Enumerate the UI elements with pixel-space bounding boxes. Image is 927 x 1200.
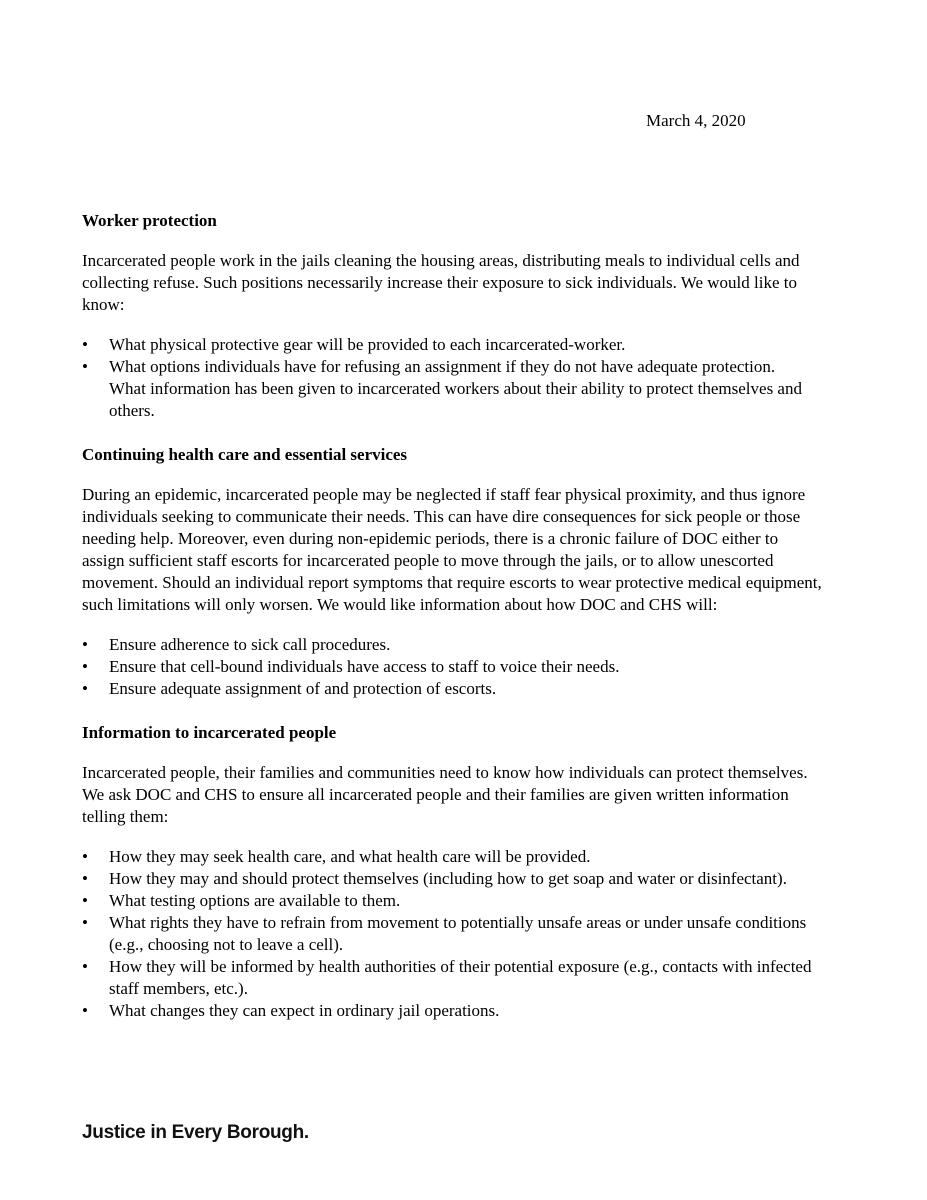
list-item: [82, 656, 822, 678]
bullet-icon: •: [82, 657, 88, 676]
list-item-text: Ensure that cell-bound individuals have access to staff to voice their needs.: [109, 657, 620, 676]
letter-date: March 4, 2020: [646, 111, 746, 130]
list-item: [82, 868, 822, 890]
bullet-list: [82, 334, 822, 422]
bullet-icon: •: [82, 679, 88, 698]
list-item: [82, 634, 822, 656]
list-item-text: What physical protective gear will be provided to each incarcerated-worker.: [109, 335, 626, 354]
document-body: [82, 210, 822, 1022]
section-information-to-incarcerated: [82, 722, 822, 1022]
list-item: [82, 356, 822, 378]
section-continuing-health-care: [82, 444, 822, 700]
section-paragraph: During an epidemic, incarcerated people may be neglected if staff fear physical proximity, and thus ignore individuals seeking to communicate their needs. This can have dire consequences for sick people or those needing help. Moreover, even during non-epidemic periods, there is a chronic failure of DOC either to assign sufficient staff escorts for incarcerated people to move through the jails, or to allow unescorted movement. Should an individual report symptoms that require escorts to wear protective medical equipment, such limitations will only worsen. We would like information about how DOC and CHS will:: [82, 485, 822, 614]
section-heading: Continuing health care and essential services: [82, 445, 408, 464]
list-item: [82, 1000, 822, 1022]
list-item-text: What information has been given to incarcerated workers about their ability to protect themselves and others.: [109, 379, 802, 420]
list-item-text: How they will be informed by health authorities of their potential exposure (e.g., contacts with infected staff members, etc.).: [109, 957, 812, 998]
bullet-icon: •: [82, 335, 88, 354]
list-item-text: What testing options are available to them.: [109, 891, 401, 910]
list-item-text: What options individuals have for refusing an assignment if they do not have adequate protection.: [109, 357, 776, 376]
section-worker-protection: [82, 210, 822, 422]
list-item: [82, 912, 822, 956]
bullet-icon: •: [82, 635, 88, 654]
list-item: [82, 334, 822, 356]
section-paragraph: Incarcerated people, their families and communities need to know how individuals can protect themselves. We ask DOC and CHS to ensure all incarcerated people and their families are given written information telling them:: [82, 763, 808, 826]
list-item-text: How they may and should protect themselves (including how to get soap and water or disinfectant).: [109, 869, 787, 888]
list-item-continuation: [82, 378, 822, 422]
list-item: [82, 890, 822, 912]
section-heading: Worker protection: [82, 211, 217, 230]
bullet-list: [82, 846, 822, 1022]
footer-logo: Justice in Every Borough.: [82, 1122, 309, 1143]
bullet-icon: •: [82, 847, 88, 866]
bullet-icon: •: [82, 913, 88, 932]
list-item-text: How they may seek health care, and what health care will be provided.: [109, 847, 591, 866]
bullet-icon: •: [82, 869, 88, 888]
bullet-icon: •: [82, 957, 88, 976]
list-item: [82, 678, 822, 700]
section-paragraph: Incarcerated people work in the jails cleaning the housing areas, distributing meals to individual cells and collecting refuse. Such positions necessarily increase their exposure to sick individuals. We would like to know:: [82, 251, 800, 314]
list-item: [82, 846, 822, 868]
section-heading: Information to incarcerated people: [82, 723, 337, 742]
bullet-icon: •: [82, 891, 88, 910]
bullet-icon: •: [82, 357, 88, 376]
list-item-text: Ensure adherence to sick call procedures.: [109, 635, 391, 654]
list-item-text: What changes they can expect in ordinary jail operations.: [109, 1001, 500, 1020]
bullet-list: [82, 634, 822, 700]
bullet-icon: •: [82, 1001, 88, 1020]
list-item: [82, 956, 822, 1000]
list-item-text: What rights they have to refrain from movement to potentially unsafe areas or under unsafe conditions (e.g., choosing not to leave a cell).: [109, 913, 807, 954]
list-item-text: Ensure adequate assignment of and protection of escorts.: [109, 679, 497, 698]
